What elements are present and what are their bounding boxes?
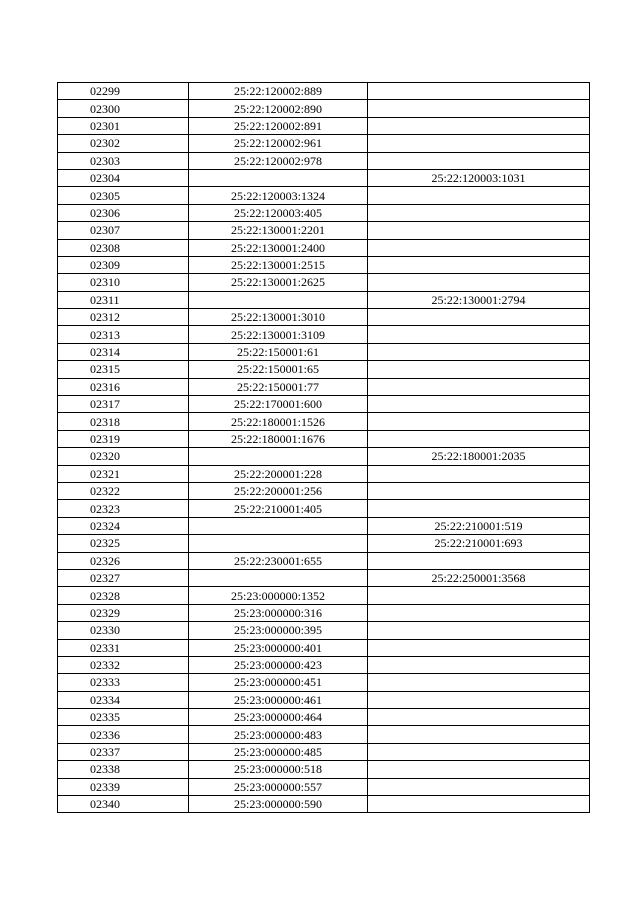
- table-row: [58, 674, 590, 691]
- cadastral-number-alt-cell: [368, 761, 590, 778]
- row-number-cell: 02322: [58, 482, 189, 499]
- cadastral-number-alt-cell: 25:22:180001:2035: [368, 448, 590, 465]
- cadastral-number-cell: 25:22:120002:890: [189, 100, 368, 117]
- cadastral-number-alt-cell: 25:22:210001:519: [368, 517, 590, 534]
- row-number-cell: 02313: [58, 326, 189, 343]
- cadastral-number-alt-cell: [368, 343, 590, 360]
- table-row: [58, 656, 590, 673]
- cadastral-number-alt-cell: [368, 430, 590, 447]
- table-row: [58, 117, 590, 134]
- cadastral-number-table: [57, 82, 590, 813]
- cadastral-number-alt-cell: [368, 691, 590, 708]
- cadastral-number-cell: 25:23:000000:423: [189, 656, 368, 673]
- table-row: [58, 378, 590, 395]
- table-row: [58, 326, 590, 343]
- row-number-cell: 02335: [58, 709, 189, 726]
- cadastral-number-cell: 25:22:150001:65: [189, 361, 368, 378]
- row-number-cell: 02338: [58, 761, 189, 778]
- cadastral-number-cell: 25:22:150001:77: [189, 378, 368, 395]
- cadastral-number-alt-cell: [368, 587, 590, 604]
- cadastral-number-alt-cell: [368, 135, 590, 152]
- cadastral-number-alt-cell: [368, 709, 590, 726]
- cadastral-number-cell: [189, 169, 368, 186]
- cadastral-number-cell: [189, 291, 368, 308]
- cadastral-number-alt-cell: [368, 396, 590, 413]
- table-row: [58, 552, 590, 569]
- cadastral-number-alt-cell: 25:22:130001:2794: [368, 291, 590, 308]
- table-row: [58, 761, 590, 778]
- cadastral-number-cell: 25:23:000000:464: [189, 709, 368, 726]
- row-number-cell: 02326: [58, 552, 189, 569]
- row-number-cell: 02316: [58, 378, 189, 395]
- cadastral-number-cell: 25:22:130001:3010: [189, 309, 368, 326]
- cadastral-number-alt-cell: [368, 413, 590, 430]
- table-row: [58, 169, 590, 186]
- cadastral-number-alt-cell: [368, 326, 590, 343]
- table-row: [58, 135, 590, 152]
- cadastral-number-cell: 25:22:200001:228: [189, 465, 368, 482]
- table-row: [58, 465, 590, 482]
- cadastral-number-alt-cell: [368, 117, 590, 134]
- row-number-cell: 02310: [58, 274, 189, 291]
- table-row: [58, 622, 590, 639]
- row-number-cell: 02321: [58, 465, 189, 482]
- table-row: [58, 726, 590, 743]
- cadastral-number-cell: 25:23:000000:557: [189, 778, 368, 795]
- row-number-cell: 02337: [58, 743, 189, 760]
- cadastral-number-alt-cell: [368, 187, 590, 204]
- row-number-cell: 02318: [58, 413, 189, 430]
- row-number-cell: 02320: [58, 448, 189, 465]
- row-number-cell: 02324: [58, 517, 189, 534]
- cadastral-number-alt-cell: [368, 239, 590, 256]
- cadastral-number-cell: 25:22:170001:600: [189, 396, 368, 413]
- table-row: [58, 204, 590, 221]
- row-number-cell: 02319: [58, 430, 189, 447]
- row-number-cell: 02307: [58, 222, 189, 239]
- cadastral-number-alt-cell: [368, 378, 590, 395]
- table-row: [58, 709, 590, 726]
- cadastral-number-alt-cell: [368, 796, 590, 813]
- cadastral-number-alt-cell: [368, 552, 590, 569]
- table-row: [58, 100, 590, 117]
- row-number-cell: 02323: [58, 500, 189, 517]
- cadastral-number-cell: 25:23:000000:316: [189, 604, 368, 621]
- table-row: [58, 500, 590, 517]
- cadastral-number-alt-cell: [368, 743, 590, 760]
- table-row: [58, 413, 590, 430]
- cadastral-number-alt-cell: [368, 674, 590, 691]
- cadastral-number-cell: 25:22:120003:405: [189, 204, 368, 221]
- row-number-cell: 02302: [58, 135, 189, 152]
- cadastral-number-alt-cell: [368, 656, 590, 673]
- row-number-cell: 02317: [58, 396, 189, 413]
- row-number-cell: 02301: [58, 117, 189, 134]
- cadastral-number-cell: 25:23:000000:401: [189, 639, 368, 656]
- cadastral-number-alt-cell: 25:22:250001:3568: [368, 569, 590, 586]
- table-row: [58, 239, 590, 256]
- cadastral-number-alt-cell: [368, 83, 590, 100]
- cadastral-number-cell: 25:22:130001:3109: [189, 326, 368, 343]
- cadastral-number-cell: 25:23:000000:461: [189, 691, 368, 708]
- cadastral-number-cell: 25:22:120003:1324: [189, 187, 368, 204]
- row-number-cell: 02340: [58, 796, 189, 813]
- cadastral-number-cell: 25:23:000000:1352: [189, 587, 368, 604]
- table-row: [58, 222, 590, 239]
- cadastral-number-cell: 25:23:000000:590: [189, 796, 368, 813]
- cadastral-number-alt-cell: [368, 778, 590, 795]
- table-row: [58, 309, 590, 326]
- row-number-cell: 02336: [58, 726, 189, 743]
- cadastral-number-cell: 25:23:000000:483: [189, 726, 368, 743]
- table-row: [58, 361, 590, 378]
- table-row: [58, 291, 590, 308]
- cadastral-number-cell: 25:23:000000:395: [189, 622, 368, 639]
- table-row: [58, 256, 590, 273]
- table-row: [58, 482, 590, 499]
- cadastral-number-cell: 25:22:120002:891: [189, 117, 368, 134]
- table-row: [58, 396, 590, 413]
- cadastral-number-cell: 25:22:230001:655: [189, 552, 368, 569]
- cadastral-number-alt-cell: [368, 639, 590, 656]
- cadastral-number-alt-cell: [368, 204, 590, 221]
- row-number-cell: 02333: [58, 674, 189, 691]
- row-number-cell: 02330: [58, 622, 189, 639]
- cadastral-number-alt-cell: [368, 152, 590, 169]
- table-row: [58, 83, 590, 100]
- cadastral-number-alt-cell: [368, 309, 590, 326]
- cadastral-number-cell: [189, 535, 368, 552]
- table-row: [58, 691, 590, 708]
- cadastral-number-cell: 25:22:130001:2515: [189, 256, 368, 273]
- cadastral-number-cell: 25:22:130001:2400: [189, 239, 368, 256]
- row-number-cell: 02315: [58, 361, 189, 378]
- cadastral-number-alt-cell: [368, 100, 590, 117]
- cadastral-number-alt-cell: 25:22:120003:1031: [368, 169, 590, 186]
- row-number-cell: 02334: [58, 691, 189, 708]
- cadastral-number-cell: 25:22:120002:889: [189, 83, 368, 100]
- cadastral-number-cell: 25:23:000000:518: [189, 761, 368, 778]
- cadastral-number-alt-cell: [368, 622, 590, 639]
- table-row: [58, 343, 590, 360]
- table-row: [58, 796, 590, 813]
- table-row: [58, 639, 590, 656]
- table-row: [58, 430, 590, 447]
- cadastral-number-alt-cell: [368, 482, 590, 499]
- cadastral-number-cell: 25:22:200001:256: [189, 482, 368, 499]
- cadastral-number-cell: 25:22:120002:978: [189, 152, 368, 169]
- cadastral-number-alt-cell: [368, 726, 590, 743]
- table-row: [58, 535, 590, 552]
- row-number-cell: 02299: [58, 83, 189, 100]
- table-row: [58, 152, 590, 169]
- row-number-cell: 02331: [58, 639, 189, 656]
- table-row: [58, 604, 590, 621]
- row-number-cell: 02325: [58, 535, 189, 552]
- cadastral-number-cell: 25:23:000000:451: [189, 674, 368, 691]
- cadastral-number-alt-cell: [368, 465, 590, 482]
- cadastral-number-alt-cell: [368, 361, 590, 378]
- cadastral-number-cell: 25:22:210001:405: [189, 500, 368, 517]
- row-number-cell: 02329: [58, 604, 189, 621]
- table-row: [58, 569, 590, 586]
- cadastral-number-cell: 25:22:150001:61: [189, 343, 368, 360]
- cadastral-number-cell: 25:23:000000:485: [189, 743, 368, 760]
- row-number-cell: 02300: [58, 100, 189, 117]
- row-number-cell: 02306: [58, 204, 189, 221]
- cadastral-number-cell: [189, 517, 368, 534]
- cadastral-number-cell: 25:22:130001:2625: [189, 274, 368, 291]
- table-row: [58, 743, 590, 760]
- row-number-cell: 02308: [58, 239, 189, 256]
- table-row: [58, 778, 590, 795]
- row-number-cell: 02332: [58, 656, 189, 673]
- table-row: [58, 274, 590, 291]
- row-number-cell: 02327: [58, 569, 189, 586]
- cadastral-number-cell: 25:22:180001:1526: [189, 413, 368, 430]
- row-number-cell: 02305: [58, 187, 189, 204]
- cadastral-number-cell: 25:22:180001:1676: [189, 430, 368, 447]
- cadastral-number-cell: 25:22:130001:2201: [189, 222, 368, 239]
- row-number-cell: 02311: [58, 291, 189, 308]
- table-body: [58, 83, 590, 813]
- cadastral-number-alt-cell: [368, 256, 590, 273]
- row-number-cell: 02312: [58, 309, 189, 326]
- cadastral-number-alt-cell: [368, 274, 590, 291]
- cadastral-number-cell: 25:22:120002:961: [189, 135, 368, 152]
- row-number-cell: 02303: [58, 152, 189, 169]
- table-row: [58, 587, 590, 604]
- row-number-cell: 02328: [58, 587, 189, 604]
- table-row: [58, 187, 590, 204]
- table-row: [58, 517, 590, 534]
- row-number-cell: 02339: [58, 778, 189, 795]
- table-row: [58, 448, 590, 465]
- cadastral-number-alt-cell: [368, 222, 590, 239]
- cadastral-number-cell: [189, 569, 368, 586]
- cadastral-number-cell: [189, 448, 368, 465]
- cadastral-number-alt-cell: 25:22:210001:693: [368, 535, 590, 552]
- row-number-cell: 02309: [58, 256, 189, 273]
- row-number-cell: 02314: [58, 343, 189, 360]
- cadastral-number-alt-cell: [368, 604, 590, 621]
- cadastral-number-alt-cell: [368, 500, 590, 517]
- row-number-cell: 02304: [58, 169, 189, 186]
